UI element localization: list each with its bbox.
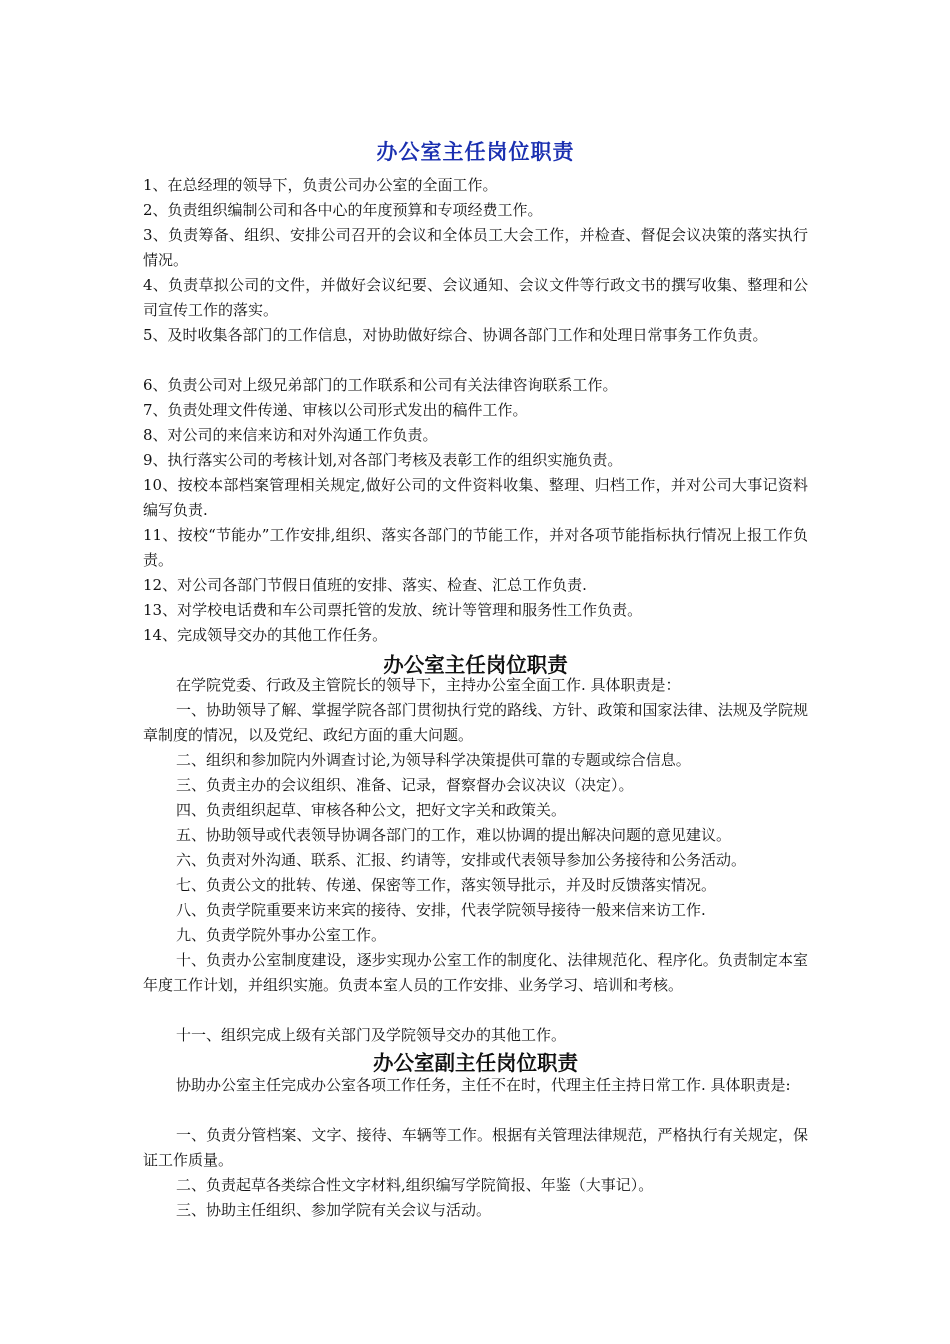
section1-item-8: 8、对公司的来信来访和对外沟通工作负责。 [143,426,438,444]
section2-item-5: 五、协助领导或代表领导协调各部门的工作，难以协调的提出解决问题的意见建议。 [176,826,732,844]
section1-item-13: 13、对学校电话费和车公司票托管的发放、统计等管理和服务性工作负责。 [143,601,643,619]
section2-item-7: 七、负责公文的批转、传递、保密等工作，落实领导批示，并及时反馈落实情况。 [176,876,717,894]
section2-title: 办公室主任岗位职责 [383,653,568,677]
section2-item-8: 八、负责学院重要来访来宾的接待、安排，代表学院领导接待一般来信来访工作. [176,901,706,919]
section1-item-7: 7、负责处理文件传递、审核以公司形式发出的稿件工作。 [143,401,528,419]
section2-item-4: 四、负责组织起草、审核各种公文，把好文字关和政策关。 [176,801,567,819]
section1-item-3: 3、负责筹备、组织、安排公司召开的会议和全体员工大会工作，并检查、督促会议决策的落实执行情况。 [143,226,808,269]
section2-item-6: 六、负责对外沟通、联系、汇报、约请等，安排或代表领导参加公务接待和公务活动。 [176,851,747,869]
section2-item-11: 十一、组织完成上级有关部门及学院领导交办的其他工作。 [176,1026,567,1044]
section2-item-10: 十、负责办公室制度建设，逐步实现办公室工作的制度化、法律规范化、程序化。负责制定本室年度工作计划，并组织实施。负责本室人员的工作安排、业务学习、培训和考核。 [143,951,808,994]
section1-item-14: 14、完成领导交办的其他工作任务。 [143,626,388,644]
section3-title: 办公室副主任岗位职责 [373,1051,578,1075]
section1-item-5: 5、及时收集各部门的工作信息，对协助做好综合、协调各部门工作和处理日常事务工作负责。 [143,326,768,344]
section1-title: 办公室主任岗位职责 [376,139,575,164]
section1-item-11: 11、按校“节能办”工作安排,组织、落实各部门的节能工作，并对各项节能指标执行情况上报工作负责。 [143,526,808,569]
section1-item-12: 12、对公司各部门节假日值班的安排、落实、检查、汇总工作负责. [143,576,587,594]
section1-item-9: 9、执行落实公司的考核计划,对各部门考核及表彰工作的组织实施负责。 [143,451,623,469]
section3-item-1: 一、负责分管档案、文字、接待、车辆等工作。根据有关管理法律规范，严格执行有关规定，保证工作质量。 [143,1126,808,1169]
section1-item-10: 10、按校本部档案管理相关规定,做好公司的文件资料收集、整理、归档工作，并对公司大事记资料编写负责. [143,476,808,519]
section3-item-3: 三、协助主任组织、参加学院有关会议与活动。 [176,1201,492,1219]
section2-item-1: 一、协助领导了解、掌握学院各部门贯彻执行党的路线、方针、政策和国家法律、法规及学院规章制度的情况，以及党纪、政纪方面的重大问题。 [143,701,808,744]
section1-item-1: 1、在总经理的领导下，负责公司办公室的全面工作。 [143,176,498,194]
section2-item-3: 三、负责主办的会议组织、准备、记录，督察督办会议决议（决定）。 [176,776,634,794]
section1-item-2: 2、负责组织编制公司和各中心的年度预算和专项经费工作。 [143,201,543,219]
section1-item-4: 4、负责草拟公司的文件，并做好会议纪要、会议通知、会议文件等行政文书的撰写收集、整理和公司宣传工作的落实。 [143,276,808,319]
section2-intro: 在学院党委、行政及主管院长的领导下，主持办公室全面工作. 具体职责是： [176,676,681,694]
section3-intro: 协助办公室主任完成办公室各项工作任务，主任不在时，代理主任主持日常工作. 具体职责是: [176,1076,791,1094]
section1-item-6: 6、负责公司对上级兄弟部门的工作联系和公司有关法律咨询联系工作。 [143,376,618,394]
section2-item-2: 二、组织和参加院内外调查讨论,为领导科学决策提供可靠的专题或综合信息。 [176,751,691,769]
section2-item-9: 九、负责学院外事办公室工作。 [176,926,387,944]
section3-item-2: 二、负责起草各类综合性文字材料,组织编写学院简报、年鉴（大事记）。 [176,1176,654,1194]
